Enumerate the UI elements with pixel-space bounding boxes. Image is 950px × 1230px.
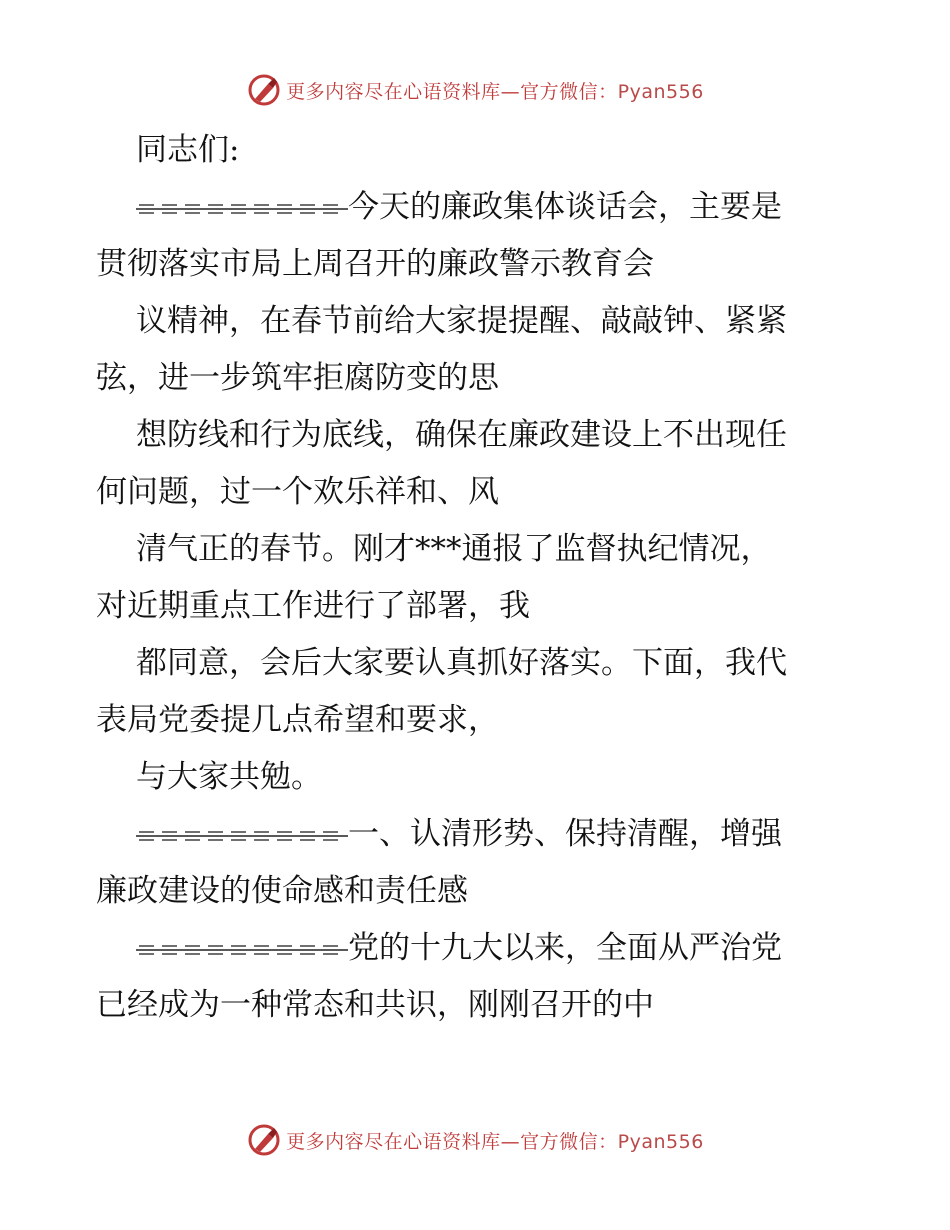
text-line <box>96 635 856 692</box>
text-line <box>96 863 856 920</box>
text-line <box>96 920 856 977</box>
text-line <box>96 521 856 578</box>
dash-run-icon <box>136 200 348 218</box>
line-text: 已经成为一种常态和共识，刚刚召开的中 <box>96 987 654 1023</box>
line-text: 今天的廉政集体谈话会，主要是 <box>348 189 782 225</box>
line-text: 清气正的春节。刚才***通报了监督执纪情况， <box>136 531 772 567</box>
line-text: 党的十九大以来，全面从严治党 <box>348 930 782 966</box>
pen-logo-icon <box>246 1122 282 1158</box>
header-watermark <box>0 70 950 110</box>
watermark-account: Pyan556 <box>617 1130 704 1153</box>
text-line <box>96 806 856 863</box>
line-text: 议精神，在春节前给大家提提醒、敲敲钟、紧紧 <box>136 303 787 339</box>
text-line <box>96 407 856 464</box>
watermark-account: Pyan556 <box>617 80 704 103</box>
line-text: 同志们: <box>136 132 240 168</box>
line-text: 表局党委提几点希望和要求， <box>96 702 499 738</box>
watermark-text: 更多内容尽在心语资料库—官方微信： <box>286 1130 618 1153</box>
text-line <box>96 179 856 236</box>
line-text: 对近期重点工作进行了部署，我 <box>96 588 530 624</box>
text-line <box>96 464 856 521</box>
watermark-label <box>286 77 704 104</box>
text-line <box>96 977 856 1034</box>
line-text: 想防线和行为底线，确保在廉政建设上不出现任 <box>136 417 787 453</box>
line-text: 何问题，过一个欢乐祥和、风 <box>96 474 499 510</box>
text-line <box>96 692 856 749</box>
text-line <box>96 122 856 179</box>
dash-run-icon <box>136 827 348 845</box>
line-text: 弦，进一步筑牢拒腐防变的思 <box>96 360 499 396</box>
dash-run-icon <box>136 941 348 959</box>
text-line <box>96 293 856 350</box>
watermark-label <box>286 1127 704 1154</box>
text-line <box>96 236 856 293</box>
pen-logo-icon <box>246 72 282 108</box>
text-line <box>96 350 856 407</box>
line-text: 贯彻落实市局上周召开的廉政警示教育会 <box>96 246 654 282</box>
line-text: 与大家共勉。 <box>136 759 322 795</box>
footer-watermark <box>0 1120 950 1160</box>
line-text: 都同意，会后大家要认真抓好落实。下面，我代 <box>136 645 787 681</box>
line-text: 廉政建设的使命感和责任感 <box>96 873 468 909</box>
text-line <box>96 749 856 806</box>
text-line <box>96 578 856 635</box>
document-body <box>96 122 856 1034</box>
watermark-text: 更多内容尽在心语资料库—官方微信： <box>286 80 618 103</box>
line-text: 一、认清形势、保持清醒，增强 <box>348 816 782 852</box>
